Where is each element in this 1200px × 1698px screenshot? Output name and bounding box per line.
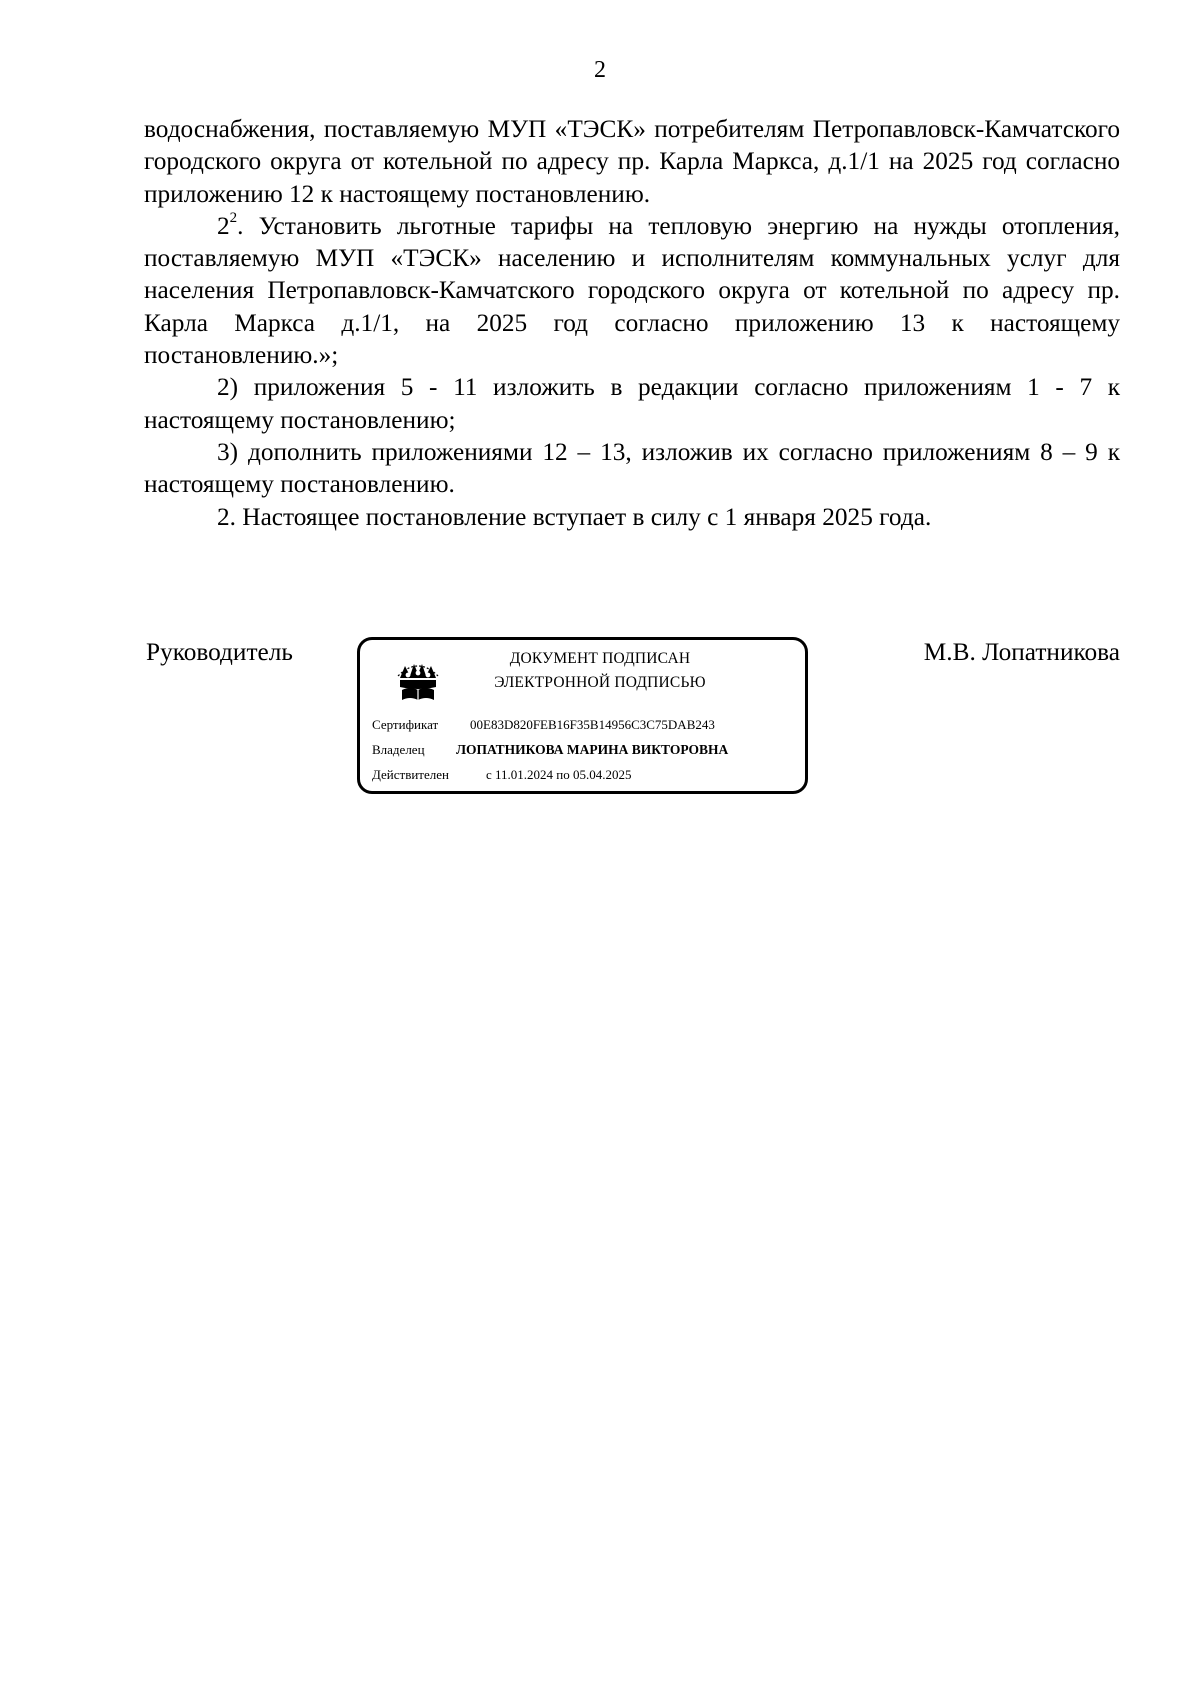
stamp-validity-row xyxy=(372,767,632,783)
paragraph-effective-date: 2. Настоящее постановление вступает в силу с 1 января 2025 года. xyxy=(217,502,932,531)
certificate-value: 00E83D820FEB16F35B14956C3C75DAB243 xyxy=(470,717,715,732)
owner-value: ЛОПАТНИКОВА МАРИНА ВИКТОРОВНА xyxy=(456,742,729,757)
validity-label: Действителен xyxy=(372,767,449,782)
electronic-signature-stamp xyxy=(357,637,808,794)
stamp-title-line1: ДОКУМЕНТ ПОДПИСАН xyxy=(509,650,691,667)
paragraph-appendices-add: 3) дополнить приложениями 12 – 13, изложив их согласно приложениям 8 – 9 к настоящему постановлению. xyxy=(144,437,1120,499)
paragraph-appendices-edit: 2) приложения 5 - 11 изложить в редакции согласно приложениям 1 - 7 к настоящему постановлению; xyxy=(144,373,1120,434)
document-body xyxy=(144,113,1120,533)
page-number: 2 xyxy=(594,57,606,83)
stamp-certificate-row xyxy=(372,717,715,733)
stamp-owner-row xyxy=(372,742,729,758)
signatory-name: М.В. Лопатникова xyxy=(923,638,1120,666)
paragraph-water-supply: водоснабжения, поставляемую МУП «ТЭСК» потребителям Петропавловск-Камчатского городского округа от котельной по адресу пр. Карла Маркса, д.1/1 на 2025 год согласно приложению 12 к настоящему постановлению. xyxy=(144,115,1120,208)
kamchatka-emblem-icon xyxy=(394,656,442,704)
certificate-label: Сертификат xyxy=(372,717,439,732)
owner-label: Владелец xyxy=(372,742,425,757)
clause-superscript: 2 xyxy=(229,210,238,227)
stamp-title-line2: ЭЛЕКТРОННОЙ ПОДПИСЬЮ xyxy=(494,674,706,691)
signatory-position: Руководитель xyxy=(146,638,293,666)
validity-value: с 11.01.2024 по 05.04.2025 xyxy=(486,767,632,782)
paragraph-preferential-tariffs xyxy=(144,210,1120,371)
clause-text: . Установить льготные тарифы на тепловую энергию на нужды отопления, поставляемую МУП «ТЭСК» населению и исполнителям коммунальных услуг для населения Петропавловск-Камчатского городского округа от котельной по адресу пр. Карла Маркса д.1/1, на 2025 год согласно приложению 13 к настоящему постановлению.»; xyxy=(144,211,1120,370)
clause-number: 2 xyxy=(217,211,230,240)
